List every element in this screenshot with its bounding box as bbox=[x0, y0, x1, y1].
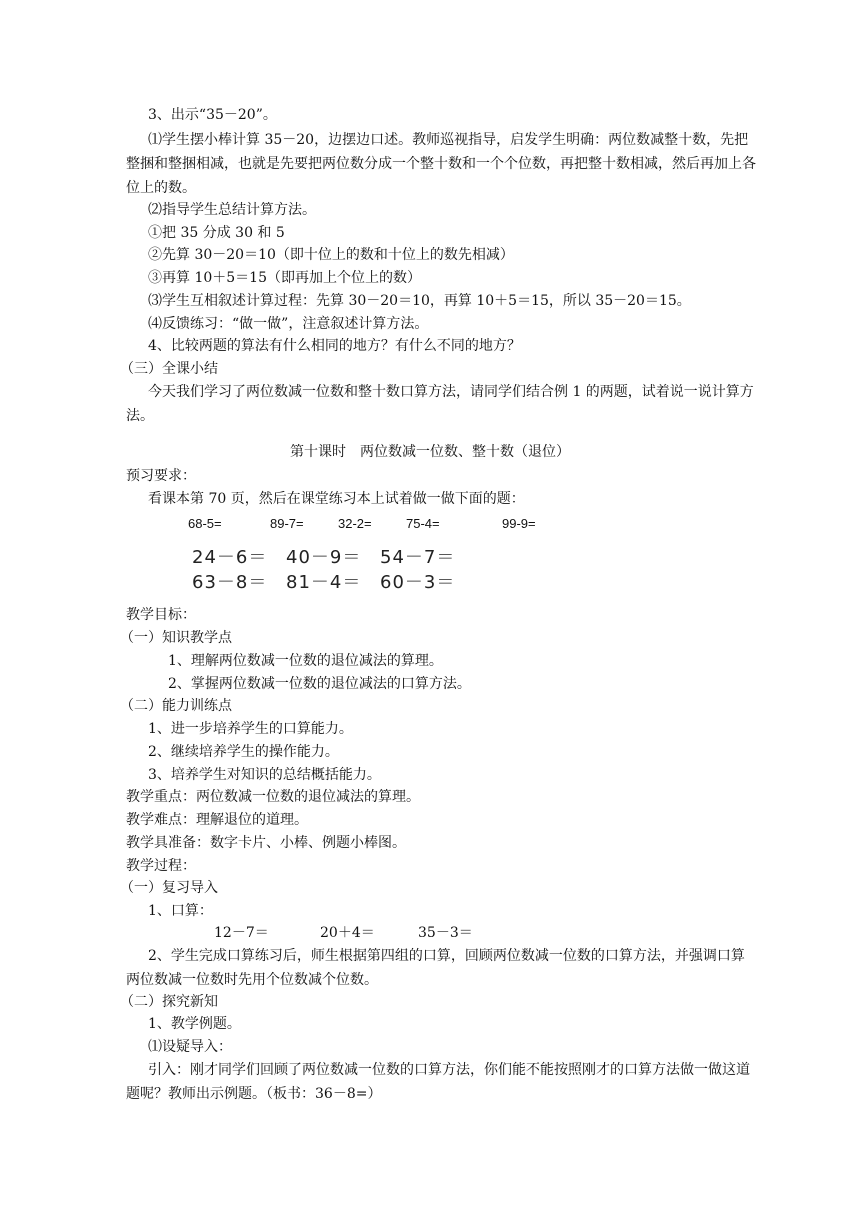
image-exercise-1: 24－6＝ bbox=[192, 547, 268, 568]
preview-heading: 预习要求： bbox=[126, 468, 196, 484]
image-exercise-4: 63－8＝ bbox=[192, 572, 268, 593]
knowledge-heading: （一）知识教学点 bbox=[120, 630, 232, 646]
exercise-4: 75-4= bbox=[406, 516, 440, 531]
method-2: ②先算 30－20＝10（即十位上的数和十位上的数先相减） bbox=[148, 247, 514, 263]
step-3: 3、出示“35－20”。 bbox=[148, 107, 277, 123]
image-exercise-2: 40－9＝ bbox=[286, 547, 362, 568]
review-heading: （一）复习导入 bbox=[120, 880, 218, 896]
exercise-5: 99-9= bbox=[502, 516, 536, 531]
ability-heading: （二）能力训练点 bbox=[120, 698, 232, 714]
exercise-2: 89-7= bbox=[270, 516, 304, 531]
oral-exercise-1: 12－7＝ bbox=[214, 925, 269, 941]
intro-paragraph: 引入：刚才同学们回顾了两位数减一位数的口算方法，你们能不能按照刚才的口算方法做一做这道题呢？教师出示例题。（板书：36－8=） bbox=[126, 1062, 750, 1102]
image-exercise-3: 54－7＝ bbox=[380, 547, 456, 568]
goal-heading: 教学目标： bbox=[126, 607, 196, 623]
new-knowledge-heading: （二）探究新知 bbox=[120, 994, 218, 1010]
step-4: 4、比较两题的算法有什么相同的地方？有什么不同的地方？ bbox=[148, 338, 521, 354]
paragraph-step-3-1: ⑴学生摆小棒计算 35－20，边摆边口述。教师巡视指导，启发学生明确：两位数减整十数，先把整捆和整捆相减，也就是先要把两位数分成一个整十数和一个个位数，再把整十数相减，然后再加上各位上的数。 bbox=[126, 132, 756, 196]
method-3: ③再算 10＋5＝15（即再加上个位上的数） bbox=[148, 270, 421, 286]
review-2-paragraph: 2、学生完成口算练习后，师生根据第四组的口算，回顾两位数减一位数的口算方法，并强调口算两位数减一位数时先用个位数减个位数。 bbox=[126, 948, 745, 988]
step-3-2: ⑵指导学生总结计算方法。 bbox=[148, 202, 316, 218]
new-knowledge-2: ⑴设疑导入： bbox=[148, 1039, 232, 1055]
image-exercise-6: 60－3＝ bbox=[380, 572, 456, 593]
teaching-tools: 教学具准备：数字卡片、小棒、例题小棒图。 bbox=[126, 835, 406, 851]
difficulty: 教学难点：理解退位的道理。 bbox=[126, 812, 308, 828]
step-3-3: ⑶学生互相叙述计算过程：先算 30－20＝10，再算 10＋5＝15，所以 35－20＝15。 bbox=[148, 293, 691, 309]
oral-exercise-3: 35－3＝ bbox=[418, 925, 473, 941]
method-1: ①把 35 分成 30 和 5 bbox=[148, 225, 285, 241]
review-1: 1、口算： bbox=[148, 903, 213, 919]
oral-exercise-2: 20＋4＝ bbox=[320, 925, 375, 941]
lesson-title: 第十课时 两位数减一位数、整十数（退位） bbox=[290, 444, 570, 460]
knowledge-1: 1、理解两位数减一位数的退位减法的算理。 bbox=[168, 653, 443, 669]
knowledge-2: 2、掌握两位数减一位数的退位减法的口算方法。 bbox=[168, 676, 471, 692]
exercise-3: 32-2= bbox=[338, 516, 372, 531]
step-3-4: ⑷反馈练习：“做一做”，注意叙述计算方法。 bbox=[148, 316, 429, 332]
ability-1: 1、进一步培养学生的口算能力。 bbox=[148, 721, 353, 737]
key-point: 教学重点：两位数减一位数的退位减法的算理。 bbox=[126, 789, 420, 805]
ability-2: 2、继续培养学生的操作能力。 bbox=[148, 744, 339, 760]
image-exercise-5: 81－4＝ bbox=[286, 572, 362, 593]
process-heading: 教学过程： bbox=[126, 858, 196, 874]
exercise-1: 68-5= bbox=[188, 516, 222, 531]
ability-3: 3、培养学生对知识的总结概括能力。 bbox=[148, 767, 381, 783]
new-knowledge-1: 1、教学例题。 bbox=[148, 1016, 241, 1032]
preview-text: 看课本第 70 页，然后在课堂练习本上试着做一做下面的题： bbox=[148, 491, 525, 507]
summary-paragraph: 今天我们学习了两位数减一位数和整十数口算方法，请同学们结合例 1 的两题，试着说一说计算方法。 bbox=[126, 384, 754, 424]
section-summary-heading: （三）全课小结 bbox=[120, 361, 218, 377]
